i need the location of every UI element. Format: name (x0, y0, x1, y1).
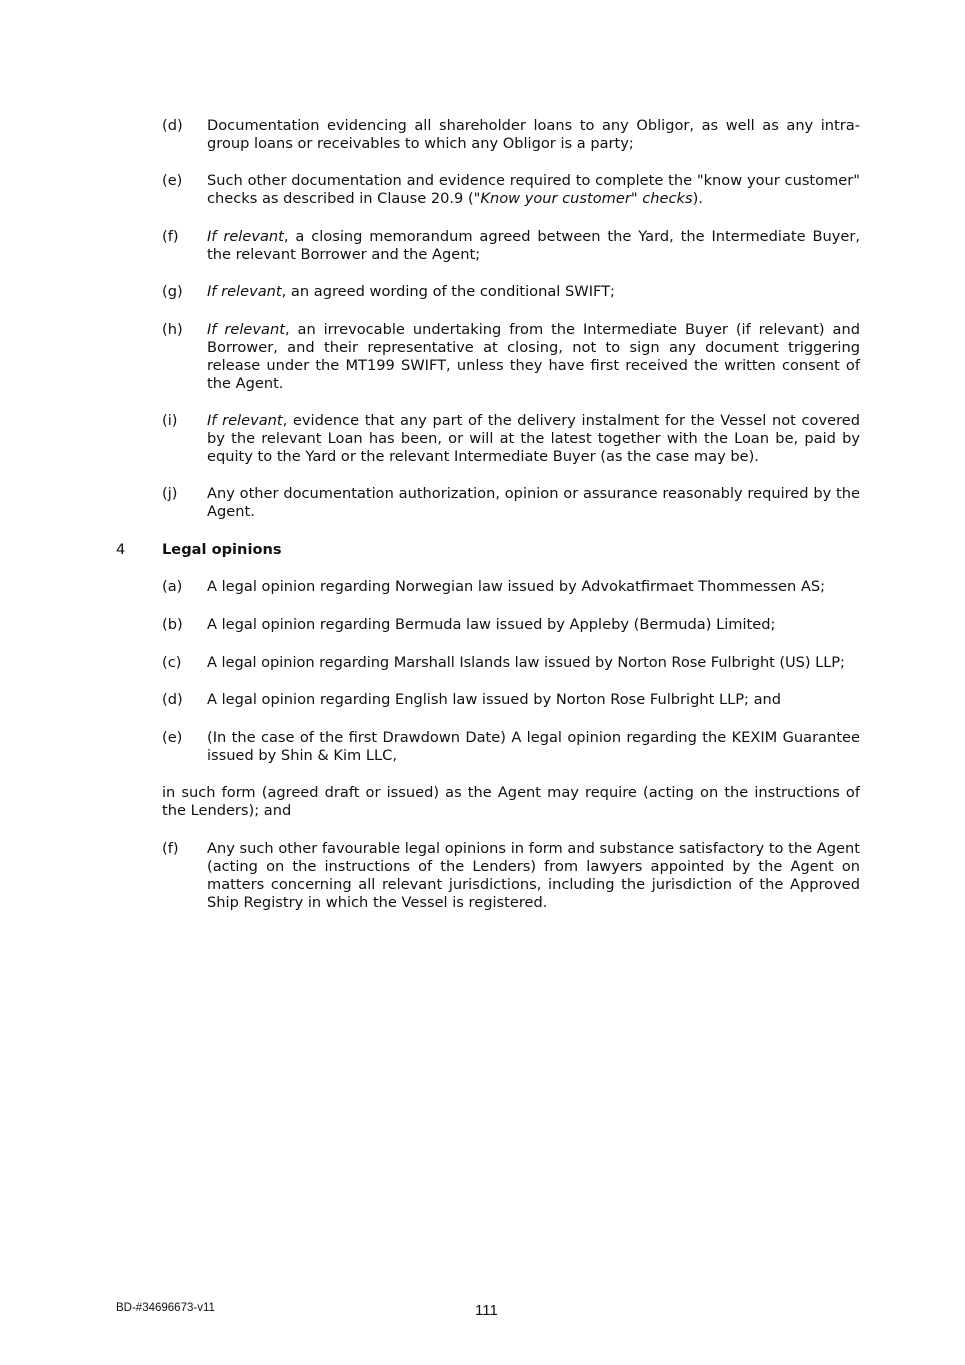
item-label-e: (e) (162, 172, 183, 189)
continuation-text: in such form (agreed draft or issued) as the Agent may require (acting on the instructions of the Lenders); and (162, 784, 860, 819)
section-title: Legal opinions (162, 541, 282, 558)
legal-label-e: (e) (162, 729, 183, 746)
item-label-j: (j) (162, 485, 178, 502)
legal-text-f: Any such other favourable legal opinions in form and substance satisfactory to the Agent (acting on the instructions of the Lenders) from lawyers appointed by the Agent on matters concerning all relevant jurisdictions, including the jurisdiction of the Approved Ship Registry in which the Vessel is registered. (207, 840, 860, 911)
item-text-g: If relevant, an agreed wording of the conditional SWIFT; (207, 283, 615, 300)
legal-label-c: (c) (162, 654, 182, 671)
legal-label-f: (f) (162, 840, 179, 857)
item-label-g: (g) (162, 283, 183, 300)
item-label-f: (f) (162, 228, 179, 245)
legal-text-d: A legal opinion regarding English law issued by Norton Rose Fulbright LLP; and (207, 691, 782, 708)
section-number: 4 (116, 541, 126, 558)
page-number: 111 (475, 1302, 498, 1319)
legal-label-a: (a) (162, 578, 183, 595)
item-label-h: (h) (162, 321, 183, 338)
document-reference: BD-#34696673-v11 (116, 1302, 215, 1314)
item-label-d: (d) (162, 117, 183, 134)
item-label-i: (i) (162, 412, 178, 429)
item-text-h: If relevant, an irrevocable undertaking from the Intermediate Buyer (if relevant) and Borrower, and their representative at closing, not to sign any document triggering release under the MT199 SWIFT, unless they have first received the written consent of the Agent. (207, 321, 860, 392)
legal-text-c: A legal opinion regarding Marshall Islands law issued by Norton Rose Fulbright (US) LLP; (207, 654, 845, 671)
legal-label-d: (d) (162, 691, 183, 708)
item-text-d: Documentation evidencing all shareholder loans to any Obligor, as well as any intra-group loans or receivables to which any Obligor is a party; (207, 117, 860, 152)
legal-text-a: A legal opinion regarding Norwegian law issued by Advokatfirmaet Thommessen AS; (207, 578, 826, 595)
item-text-f: If relevant, a closing memorandum agreed between the Yard, the Intermediate Buyer, the relevant Borrower and the Agent; (207, 228, 860, 263)
item-text-e: Such other documentation and evidence required to complete the "know your customer" checks as described in Clause 20.9 ("Know your customer" checks). (207, 172, 860, 207)
item-text-i: If relevant, evidence that any part of the delivery instalment for the Vessel not covered by the relevant Loan has been, or will at the latest together with the Loan be, paid by equity to the Yard or the relevant Intermediate Buyer (as the case may be). (207, 412, 860, 465)
item-text-j: Any other documentation authorization, opinion or assurance reasonably required by the Agent. (207, 485, 860, 520)
legal-label-b: (b) (162, 616, 183, 633)
legal-text-e: (In the case of the first Drawdown Date) A legal opinion regarding the KEXIM Guarantee issued by Shin & Kim LLC, (207, 729, 860, 764)
legal-text-b: A legal opinion regarding Bermuda law issued by Appleby (Bermuda) Limited; (207, 616, 776, 633)
